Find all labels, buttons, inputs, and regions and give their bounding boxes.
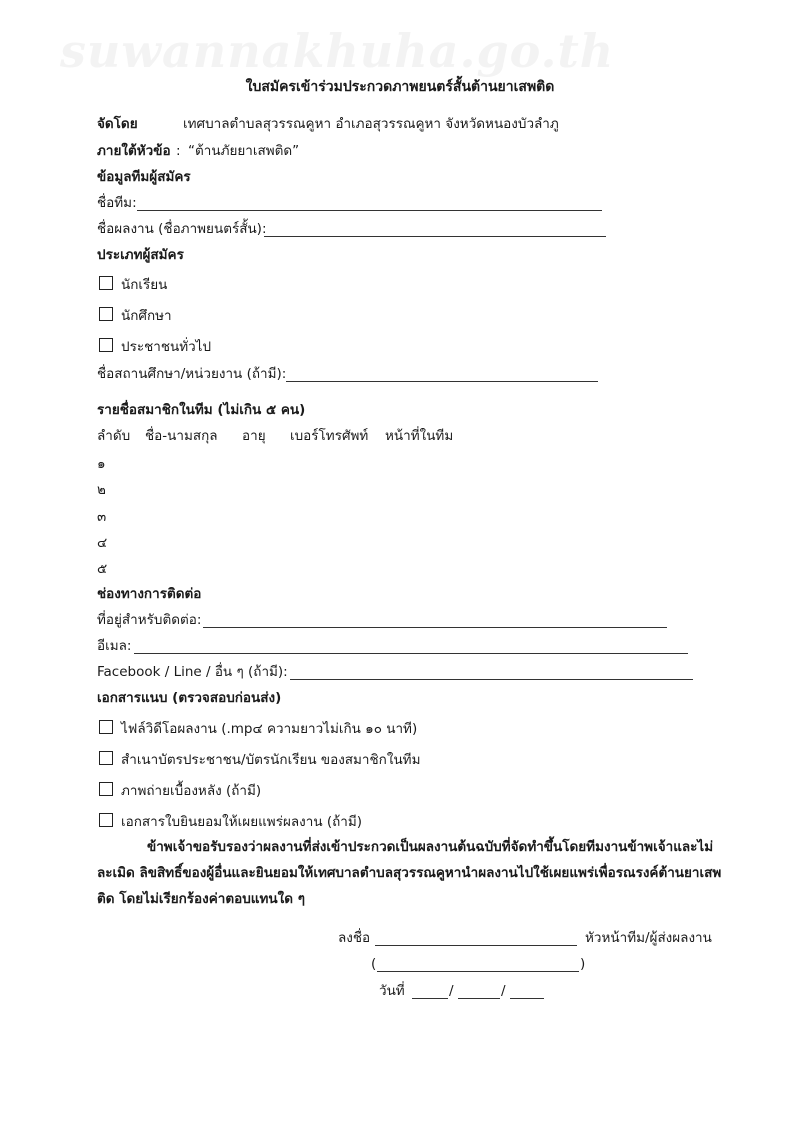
watermark: suwannakhuha.go.th <box>60 24 615 78</box>
option-university-student-label: นักศึกษา <box>121 308 172 324</box>
date-slash-1: / <box>449 983 454 999</box>
address-label: ที่อยู่สำหรับติดต่อ: <box>97 612 202 628</box>
date-day-field[interactable] <box>412 998 448 999</box>
attachments-heading: เอกสารแนบ (ตรวจสอบก่อนส่ง) <box>97 690 282 706</box>
printed-name-field[interactable] <box>377 971 579 972</box>
organizer-value: เทศบาลตำบลสุวรรณคูหา อำเภอสุวรรณคูหา จังหวัดหนองบัวลำภู <box>183 116 559 132</box>
member-row-3: ๓ <box>97 509 107 525</box>
work-name-field[interactable] <box>264 236 606 237</box>
attachment-video-label: ไฟล์วิดีโอผลงาน (.mp๔ ความยาวไม่เกิน ๑๐ นาที) <box>121 721 418 737</box>
members-col-name: ชื่อ-นามสกุล <box>145 428 218 444</box>
email-field[interactable] <box>134 653 688 654</box>
checkbox-university-student[interactable] <box>99 307 113 321</box>
contact-heading: ช่องทางการติดต่อ <box>97 586 202 602</box>
date-label: วันที่ <box>379 983 405 999</box>
sign-role-label: หัวหน้าทีม/ผู้ส่งผลงาน <box>585 930 712 946</box>
work-name-label: ชื่อผลงาน (ชื่อภาพยนตร์สั้น): <box>97 221 267 237</box>
address-field[interactable] <box>203 627 667 628</box>
team-name-label: ชื่อทีม: <box>97 195 137 211</box>
theme-colon: : <box>176 143 181 159</box>
members-col-phone: เบอร์โทรศัพท์ <box>290 428 369 444</box>
institution-field[interactable] <box>286 381 598 382</box>
sign-label: ลงชื่อ <box>338 930 371 946</box>
checkbox-consent-form[interactable] <box>99 813 113 827</box>
members-heading: รายชื่อสมาชิกในทีม (ไม่เกิน ๕ คน) <box>97 402 306 418</box>
checkbox-video-file[interactable] <box>99 720 113 734</box>
email-label: อีเมล: <box>97 638 132 654</box>
member-row-1: ๑ <box>97 456 106 472</box>
option-general-public-label: ประชาชนทั่วไป <box>121 339 212 355</box>
team-info-heading: ข้อมูลทีมผู้สมัคร <box>97 169 191 185</box>
social-label: Facebook / Line / อื่น ๆ (ถ้ามี): <box>97 664 288 680</box>
date-year-field[interactable] <box>510 998 544 999</box>
signature-field[interactable] <box>375 945 577 946</box>
team-name-field[interactable] <box>137 210 602 211</box>
close-paren: ) <box>580 956 586 972</box>
option-student-label: นักเรียน <box>121 277 168 293</box>
form-title: ใบสมัครเข้าร่วมประกวดภาพยนตร์สั้นต้านยาเสพติด <box>245 79 555 95</box>
attachment-id-copy-label: สำเนาบัตรประชาชน/บัตรนักเรียน ของสมาชิกในทีม <box>121 752 421 768</box>
organizer-label: จัดโดย <box>97 116 138 132</box>
applicant-type-heading: ประเภทผู้สมัคร <box>97 247 184 263</box>
checkbox-general-public[interactable] <box>99 338 113 352</box>
institution-label: ชื่อสถานศึกษา/หน่วยงาน (ถ้ามี): <box>97 366 287 382</box>
checkbox-student[interactable] <box>99 276 113 290</box>
open-paren: ( <box>371 956 377 972</box>
social-field[interactable] <box>290 679 693 680</box>
declaration-paragraph: ข้าพเจ้าขอรับรองว่าผลงานที่ส่งเข้าประกวดเป็นผลงานต้นฉบับที่จัดทำขึ้นโดยทีมงานข้าพเจ้าและไม่ละเมิด ลิขสิทธิ์ของผู้อื่นและยินยอมให้เทศบาลตำบลสุวรรณคูหานำผลงานไปใช้เผยแพร่เพื่อรณรงค์ต้านยาเสพติด โดยไม่เรียกร้องค่าตอบแทนใด ๆ <box>97 839 722 907</box>
members-col-age: อายุ <box>242 428 266 444</box>
date-month-field[interactable] <box>458 998 500 999</box>
date-slash-2: / <box>501 983 506 999</box>
members-col-role: หน้าที่ในทีม <box>385 428 454 444</box>
attachment-consent-label: เอกสารใบยินยอมให้เผยแพร่ผลงาน (ถ้ามี) <box>121 814 363 830</box>
theme-label: ภายใต้หัวข้อ <box>97 143 171 159</box>
member-row-4: ๔ <box>97 535 108 551</box>
theme-value: “ต้านภัยยาเสพติด” <box>188 143 300 159</box>
checkbox-behind-scenes[interactable] <box>99 782 113 796</box>
members-col-order: ลำดับ <box>97 428 131 444</box>
checkbox-id-copy[interactable] <box>99 751 113 765</box>
attachment-behind-scenes-label: ภาพถ่ายเบื้องหลัง (ถ้ามี) <box>121 783 262 799</box>
member-row-5: ๕ <box>97 561 108 577</box>
member-row-2: ๒ <box>97 482 106 498</box>
